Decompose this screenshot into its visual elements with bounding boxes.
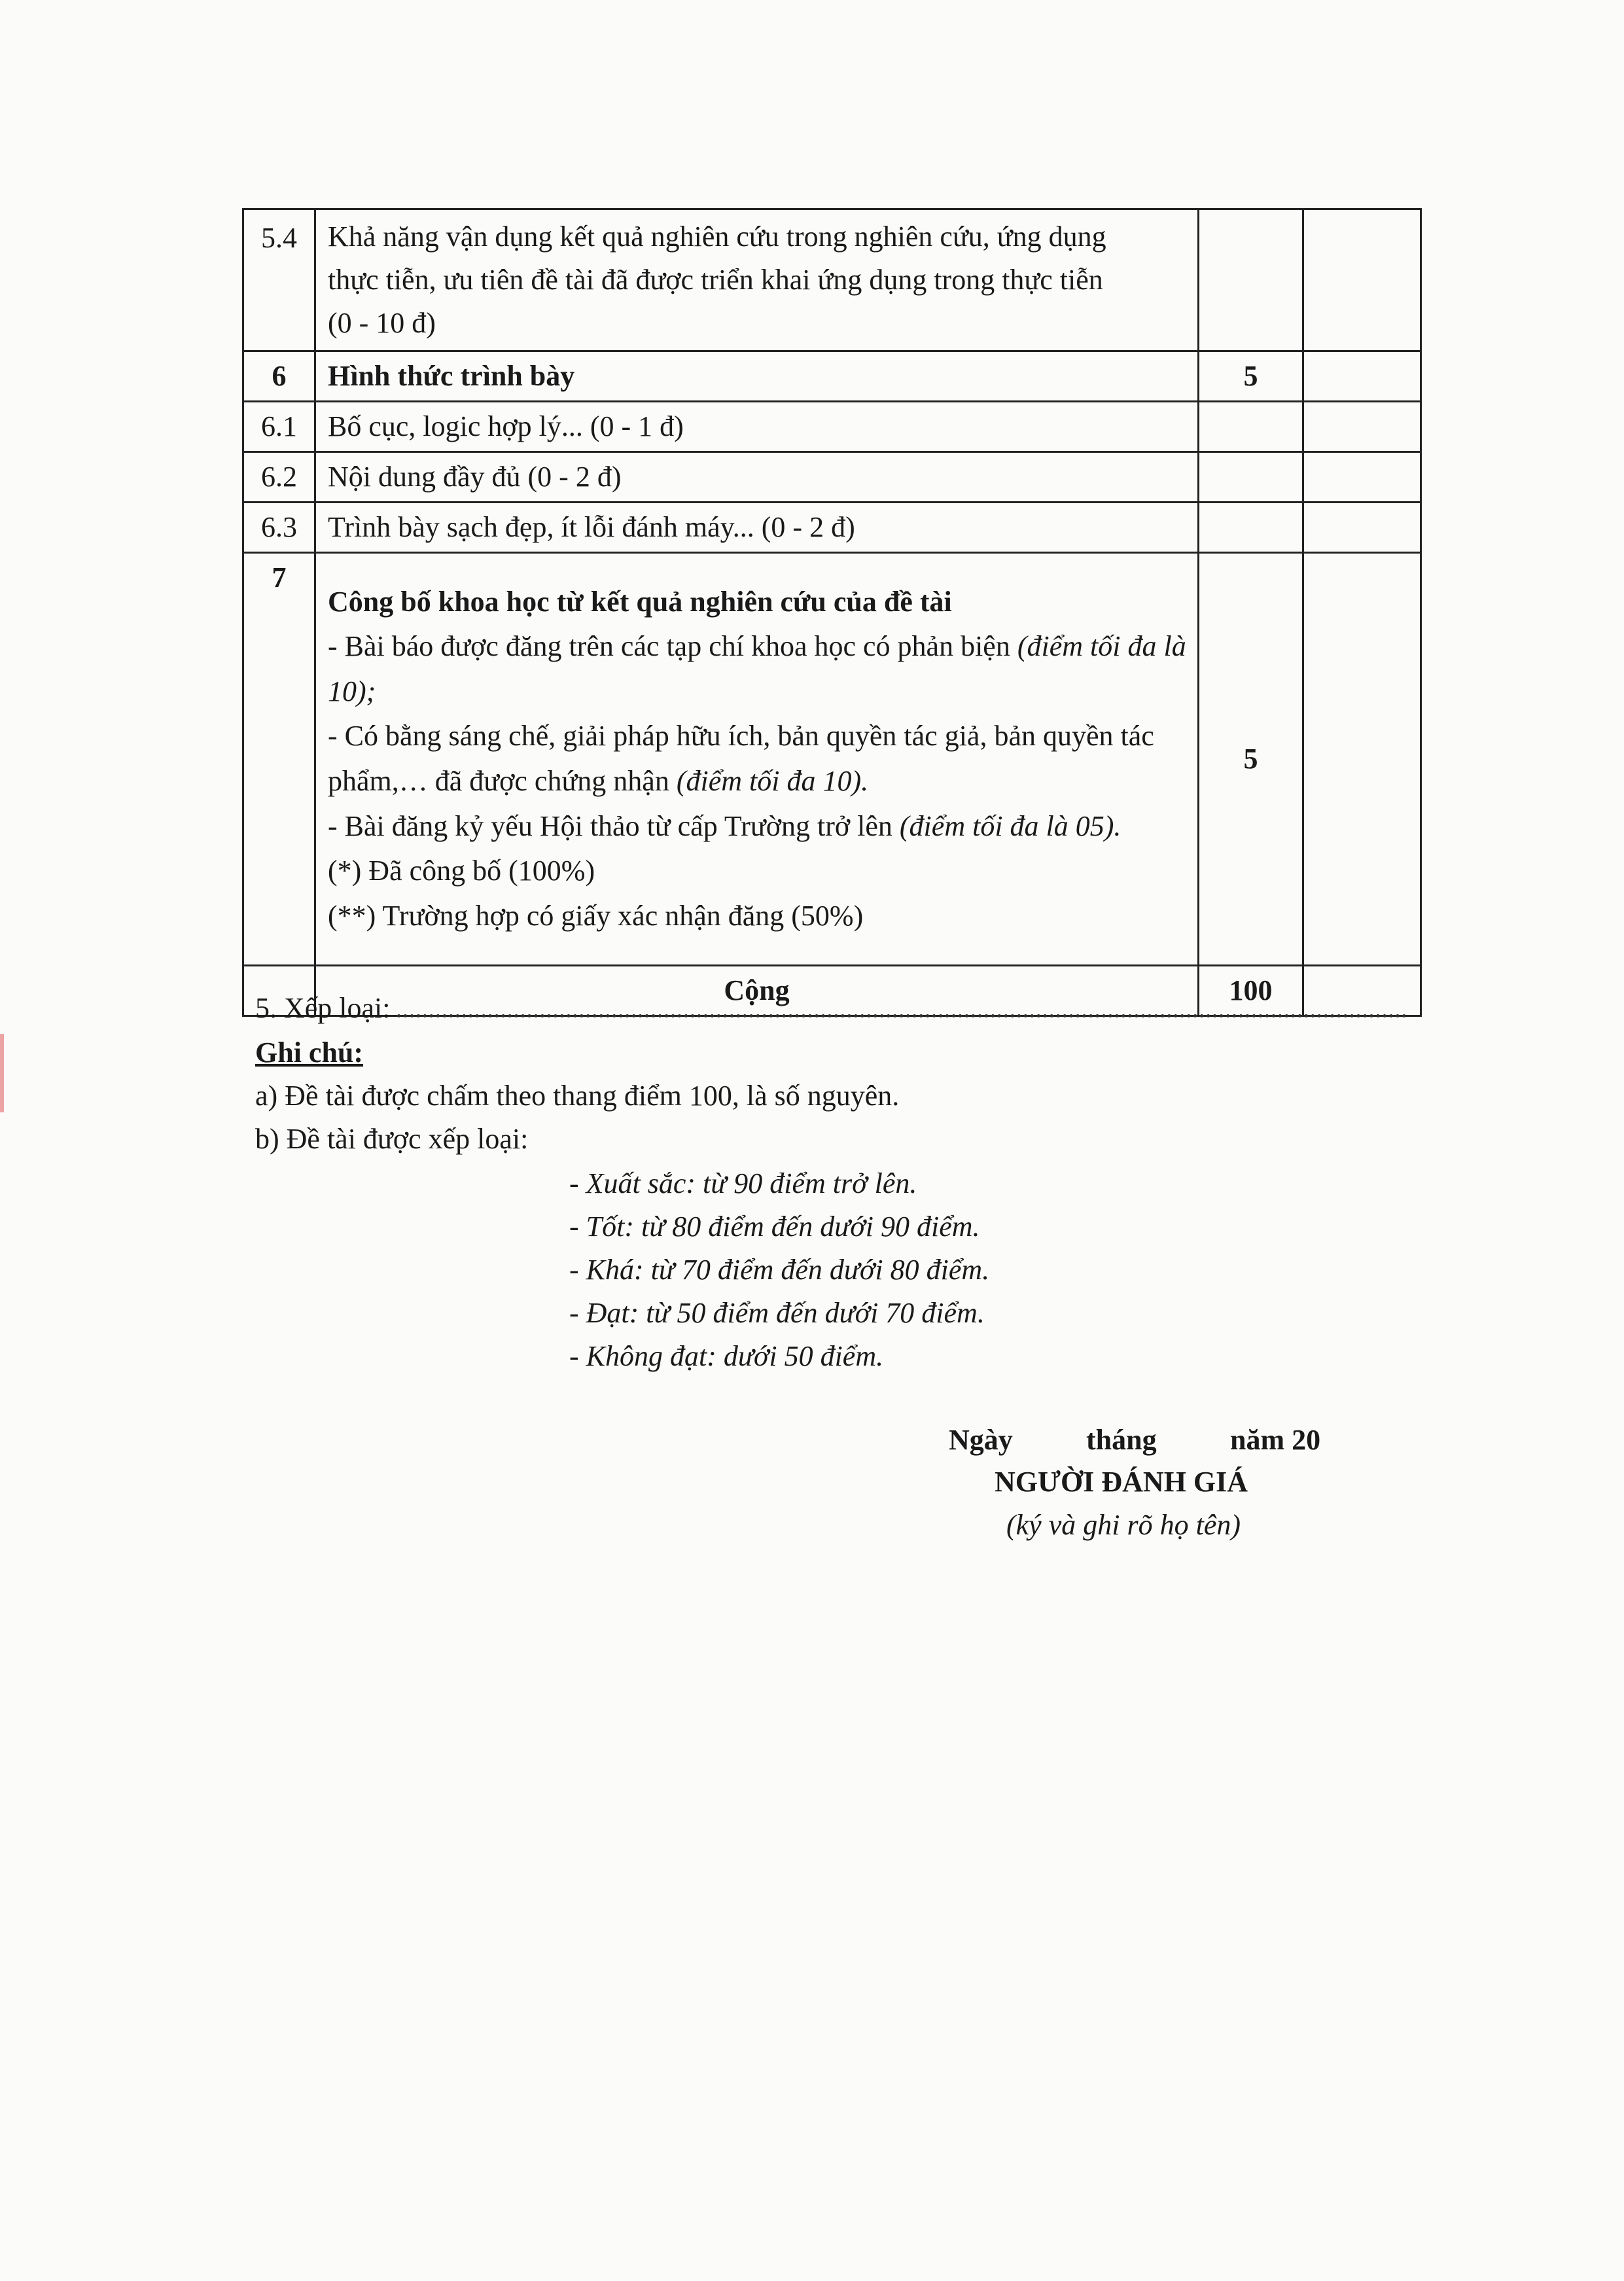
criterion-item (328, 714, 1190, 804)
evaluation-table (242, 208, 1422, 1017)
item-text: - Bài báo được đăng trên các tạp chí khoa học có phản biện (328, 630, 1017, 663)
score-cell (1303, 553, 1421, 966)
table-row (243, 553, 1421, 966)
grade-item: - Đạt: từ 50 điểm đến dưới 70 điểm. (569, 1297, 985, 1329)
criterion-number: 6.1 (243, 402, 315, 452)
date-day: Ngày (949, 1424, 1013, 1456)
signature-date (949, 1419, 1320, 1462)
signer-note: (ký và ghi rõ họ tên) (1006, 1509, 1241, 1541)
criterion-line: (0 - 10 đ) (328, 307, 436, 339)
scan-edge-mark (0, 1034, 4, 1112)
criterion-number: 5.4 (243, 209, 315, 351)
published-note: (*) Đã công bố (100%) (328, 855, 595, 887)
signer-title: NGƯỜI ĐÁNH GIÁ (995, 1466, 1248, 1498)
item-note: (điểm tối đa 10). (676, 765, 869, 797)
criterion-title: Hình thức trình bày (315, 351, 1199, 402)
score-cell (1303, 402, 1421, 452)
max-points-cell (1199, 402, 1303, 452)
table-row (243, 402, 1421, 452)
classification-blank (397, 991, 1407, 1017)
score-cell (1303, 503, 1421, 553)
note-b: b) Đề tài được xếp loại: (255, 1123, 529, 1155)
max-points-cell (1199, 209, 1303, 351)
max-points-cell (1199, 503, 1303, 553)
date-month: tháng (1086, 1424, 1157, 1456)
notes-title: Ghi chú: (255, 1036, 364, 1069)
note-a: a) Đề tài được chấm theo thang điểm 100, là số nguyên. (255, 1080, 900, 1112)
item-note: (điểm tối đa là 05). (899, 809, 1121, 842)
criterion-text: Nội dung đầy đủ (0 - 2 đ) (315, 452, 1199, 503)
grade-item: - Khá: từ 70 điểm đến dưới 80 điểm. (569, 1254, 990, 1286)
score-cell (1303, 452, 1421, 503)
criterion-text: Bố cục, logic hợp lý... (0 - 1 đ) (315, 402, 1199, 452)
criterion-line: thực tiễn, ưu tiên đề tài đã được triển khai ứng dụng trong thực tiễn (328, 264, 1103, 296)
criterion-number: 6 (243, 351, 315, 402)
criterion-number: 6.2 (243, 452, 315, 503)
item-text: - Bài đăng kỷ yếu Hội thảo từ cấp Trường trở lên (328, 809, 900, 842)
total-points: 100 (1199, 966, 1303, 1016)
criterion-line: Khả năng vận dụng kết quả nghiên cứu trong nghiên cứu, ứng dụng (328, 221, 1106, 253)
grade-item: - Xuất sắc: từ 90 điểm trở lên. (569, 1167, 917, 1199)
criterion-text (315, 209, 1199, 351)
score-cell (1303, 209, 1421, 351)
criterion-number: 6.3 (243, 503, 315, 553)
score-cell (1303, 351, 1421, 402)
date-year: năm 20 (1230, 1424, 1321, 1456)
grade-item: - Tốt: từ 80 điểm đến dưới 90 điểm. (569, 1211, 980, 1243)
confirmed-note: (**) Trường hợp có giấy xác nhận đăng (50%) (328, 899, 864, 932)
criterion-item (328, 804, 1190, 849)
classification-label: 5. Xếp loại: (255, 992, 391, 1024)
item-note: (điểm tối đa là 10); (328, 630, 1186, 707)
item-text: - Có bằng sáng chế, giải pháp hữu ích, bản quyền tác giả, bản quyền tác phẩm,… đã được chứng nhận (328, 720, 1154, 797)
table-row (243, 209, 1421, 351)
max-points-cell: 5 (1199, 351, 1303, 402)
criterion-text (315, 553, 1199, 966)
classification-line (255, 987, 1407, 1030)
max-points-cell: 5 (1199, 553, 1303, 966)
criterion-text: Trình bày sạch đẹp, ít lỗi đánh máy... (0 - 2 đ) (315, 503, 1199, 553)
criterion-item (328, 624, 1190, 714)
criterion-number: 7 (243, 553, 315, 966)
total-label: Cộng (315, 966, 1199, 1016)
grade-item: - Không đạt: dưới 50 điểm. (569, 1340, 884, 1372)
grade-list (569, 1162, 989, 1378)
max-points-cell (1199, 452, 1303, 503)
table-row (243, 503, 1421, 553)
criterion-title: Công bố khoa học từ kết quả nghiên cứu của đề tài (328, 585, 952, 618)
table-row (243, 351, 1421, 402)
table-row (243, 452, 1421, 503)
